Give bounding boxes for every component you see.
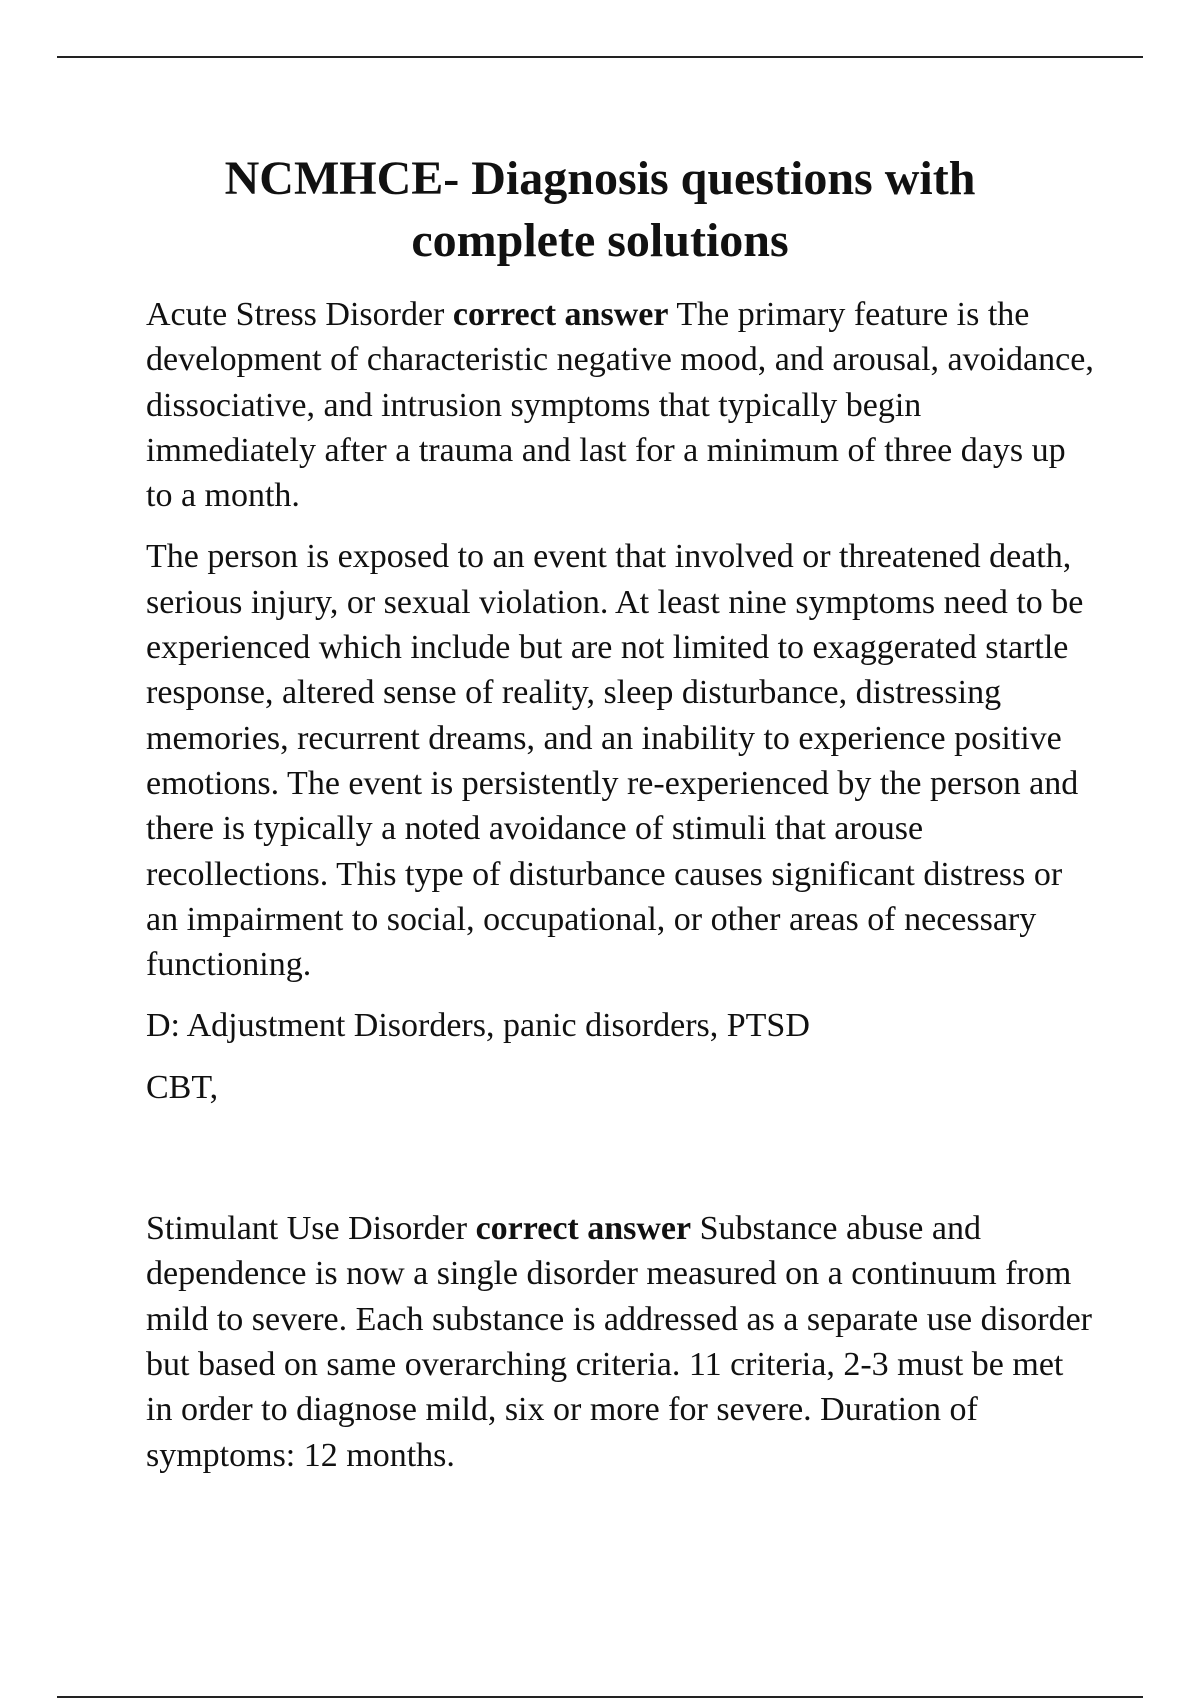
entry-term: Acute Stress Disorder xyxy=(146,296,445,333)
answer-text: Substance abuse and dependence is now a single disorder measured on a continuum from mild to severe. Each substance is addressed as a separate use disorder but based on same overarching criteria. 11 criteria, 2-3 must be met in order to diagnose mild, six or more for severe. Duration of symptoms: 12 months. xyxy=(146,1210,1092,1474)
answer-label: correct answer xyxy=(475,1210,692,1248)
entry-acute-stress-disorder xyxy=(146,292,1096,518)
top-divider xyxy=(57,56,1143,58)
entry-term: Stimulant Use Disorder xyxy=(146,1210,468,1248)
entry-stimulant-use-disorder xyxy=(146,1206,1096,1478)
document-body xyxy=(146,292,1096,1494)
entry-paragraph: CBT, xyxy=(146,1068,219,1106)
answer-label: correct answer xyxy=(452,296,669,333)
page-title: NCMHCE- Diagnosis questions with complete solutions xyxy=(224,152,976,267)
bottom-divider xyxy=(57,1696,1143,1698)
answer-text: The primary feature is the development of characteristic negative mood, and arousal, avoidance, dissociative, and intrusion symptoms that typically begin immediately after a trauma and last for a minimum of three days up to a month. xyxy=(146,296,1094,515)
entry-paragraph: D: Adjustment Disorders, panic disorders, PTSD xyxy=(146,1007,810,1045)
entry-paragraph: The person is exposed to an event that involved or threatened death, serious injury, or sexual violation. At least nine symptoms need to be experienced which include but are not limited to exaggerated startle response, altered sense of reality, sleep disturbance, distressing memories, recurrent dreams, and an inability to experience positive emotions. The event is persistently re-experienced by the person and there is typically a noted avoidance of stimuli that arouse recollections. This type of disturbance causes significant distress or an impairment to social, occupational, or other areas of necessary functioning. xyxy=(146,538,1084,984)
